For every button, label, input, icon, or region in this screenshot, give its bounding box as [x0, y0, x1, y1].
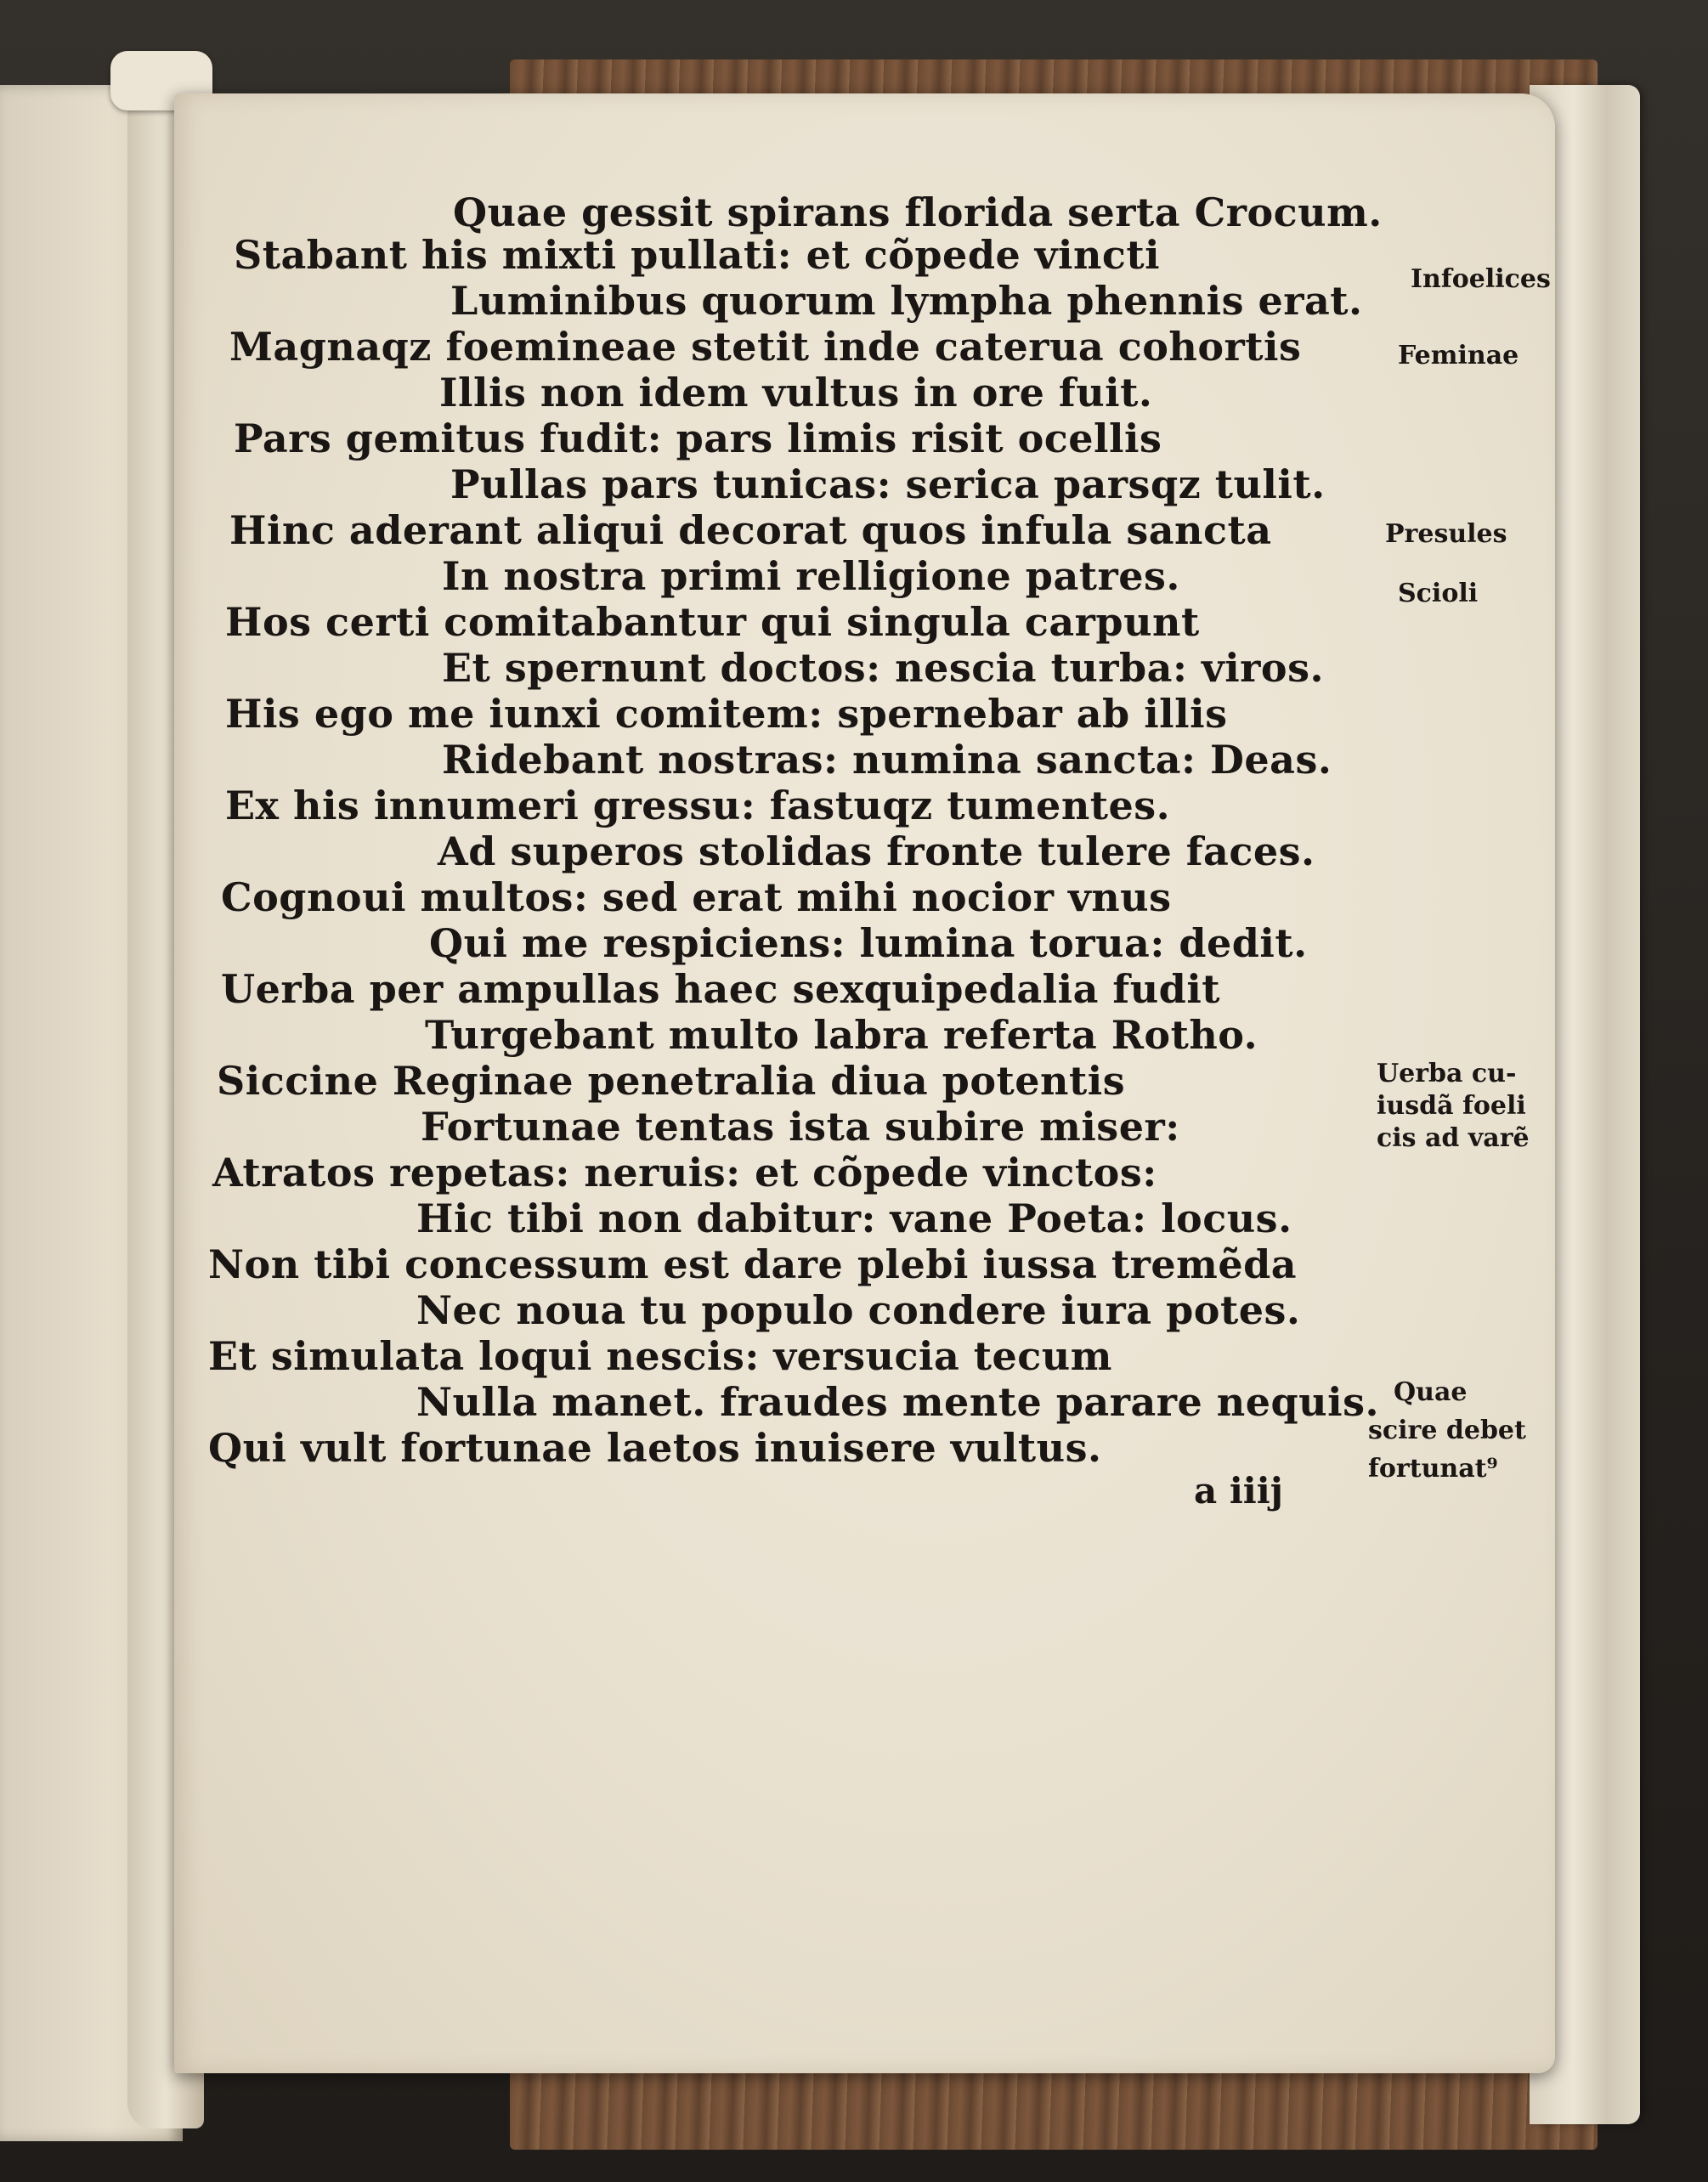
- text-line: Qui me respiciens: lumina torua: dedit.: [429, 920, 1308, 966]
- book-page: [174, 93, 1555, 2073]
- text-line: Quae gessit spirans florida serta Crocum.: [453, 189, 1383, 235]
- text-line: Cognoui multos: sed erat mihi nocior vnus: [221, 874, 1172, 920]
- text-line: Fortunae tentas ista subire miser:: [421, 1104, 1180, 1150]
- marginal-note: Feminae: [1398, 341, 1519, 370]
- marginal-note: cis ad varẽ: [1377, 1123, 1530, 1153]
- text-line: Uerba per ampullas haec sexquipedalia fudit: [221, 966, 1221, 1012]
- marginal-note: Infoelices: [1411, 264, 1551, 294]
- marginal-note: scire debet: [1368, 1416, 1526, 1445]
- text-line: Qui vult fortunae laetos inuisere vultus.: [208, 1425, 1102, 1471]
- text-line: Ad superos stolidas fronte tulere faces.: [438, 828, 1315, 874]
- text-line: Nec noua tu populo condere iura potes.: [416, 1287, 1301, 1333]
- text-line: Illis non idem vultus in ore fuit.: [439, 370, 1153, 415]
- marginal-note: Presules: [1385, 519, 1507, 549]
- text-line: Hos certi comitabantur qui singula carpunt: [225, 599, 1200, 645]
- text-line: Siccine Reginae penetralia diua potentis: [217, 1058, 1126, 1104]
- text-line: In nostra primi relligione patres.: [442, 553, 1180, 599]
- marginal-note: Quae: [1394, 1377, 1468, 1407]
- text-line: Ex his innumeri gressu: fastuqz tumentes.: [225, 783, 1171, 828]
- marginal-note: fortunat⁹: [1368, 1454, 1498, 1484]
- text-line: Hic tibi non dabitur: vane Poeta: locus.: [416, 1196, 1292, 1241]
- text-line: Ridebant nostras: numina sancta: Deas.: [442, 737, 1332, 783]
- text-line: Stabant his mixti pullati: et cõpede vincti: [234, 232, 1161, 278]
- text-line: Non tibi concessum est dare plebi iussa tremẽda: [208, 1241, 1298, 1287]
- text-line: Et spernunt doctos: nescia turba: viros.: [442, 645, 1324, 691]
- marginal-note: Scioli: [1398, 579, 1479, 608]
- signature-mark: a iiij: [1194, 1470, 1283, 1512]
- text-line: His ego me iunxi comitem: spernebar ab illis: [225, 691, 1228, 737]
- text-line: Atratos repetas: neruis: et cõpede vinctos:: [212, 1150, 1157, 1196]
- text-line: Turgebant multo labra referta Rotho.: [425, 1012, 1258, 1058]
- text-line: Magnaqz foemineae stetit inde caterua cohortis: [229, 324, 1302, 370]
- text-line: Pullas pars tunicas: serica parsqz tulit.: [450, 461, 1326, 507]
- marginal-note: Uerba cu-: [1377, 1059, 1517, 1088]
- text-line: Pars gemitus fudit: pars limis risit ocellis: [234, 415, 1162, 461]
- text-line: Hinc aderant aliqui decorat quos infula sancta: [229, 507, 1272, 553]
- text-line: Et simulata loqui nescis: versucia tecum: [208, 1333, 1112, 1379]
- marginal-note: iusdã foeli: [1377, 1091, 1526, 1121]
- text-line: Luminibus quorum lympha phennis erat.: [450, 278, 1363, 324]
- text-line: Nulla manet. fraudes mente parare nequis.: [416, 1379, 1379, 1425]
